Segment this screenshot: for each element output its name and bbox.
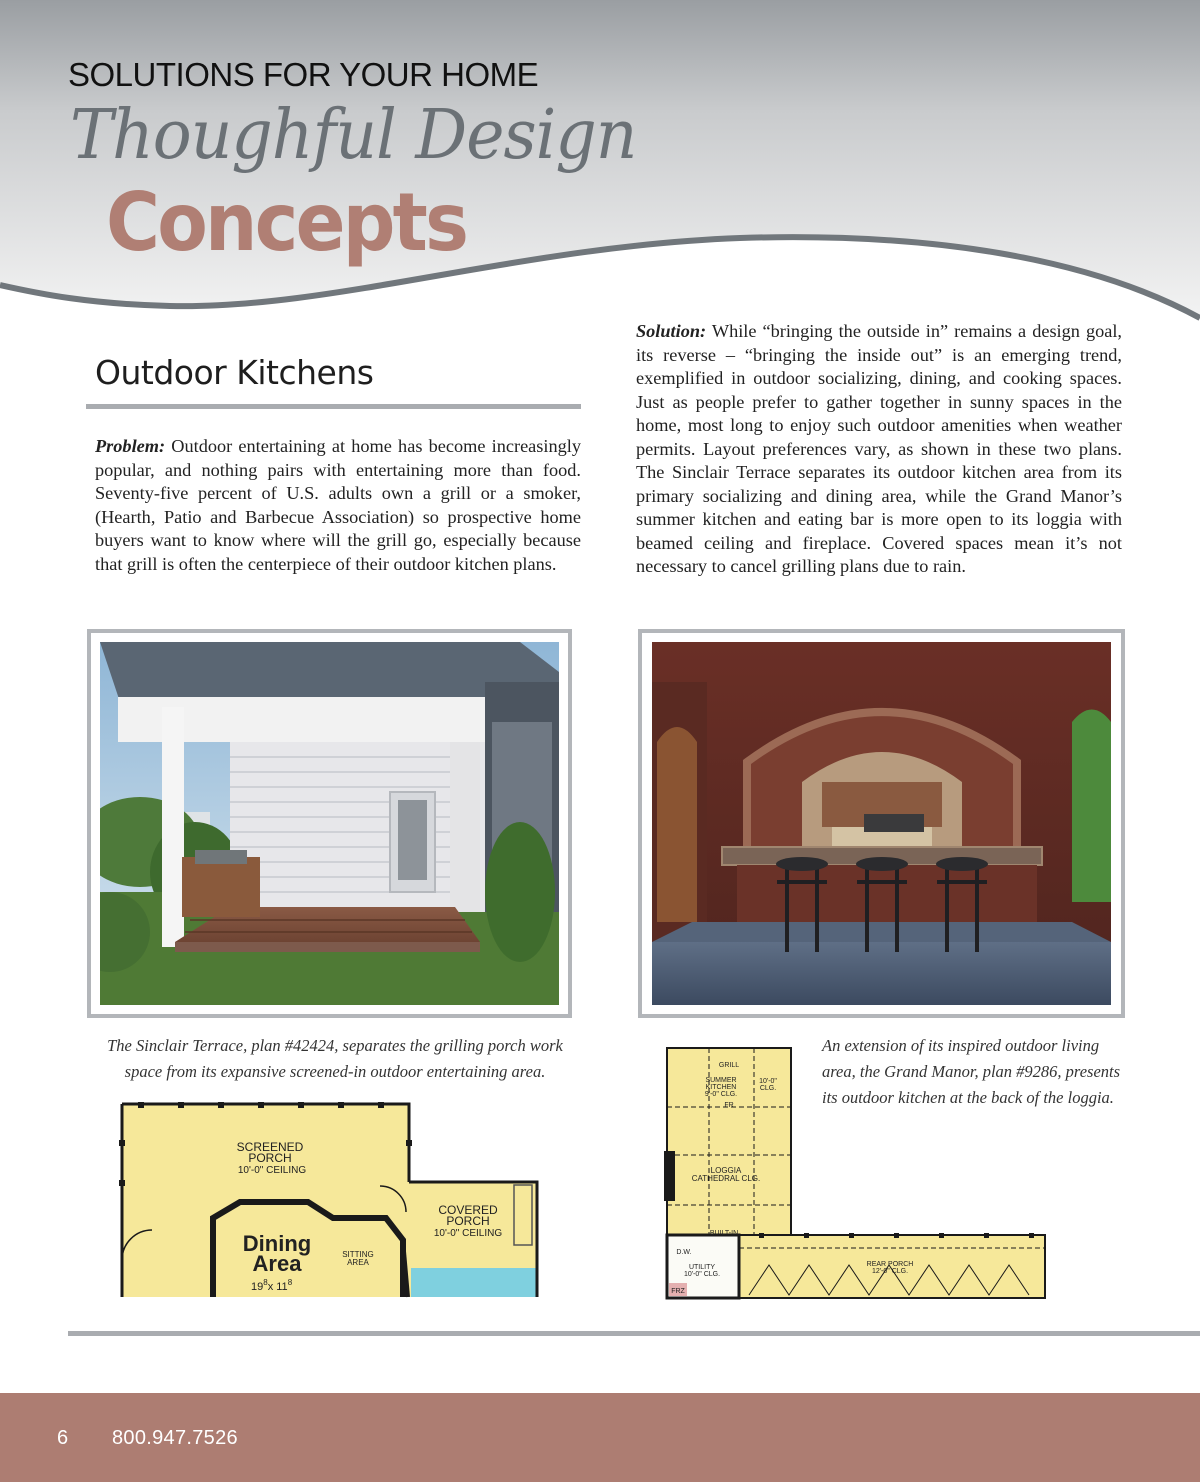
- plan-label-covered: COVERED: [438, 1203, 498, 1217]
- plan-label-utility-ceiling: 10'-0" CLG.: [683, 1271, 721, 1278]
- phone-number: 800.947.7526: [112, 1427, 238, 1449]
- plan-label-grill: GRILL: [718, 1062, 740, 1069]
- plan-label-summer-ceiling: 9'-0" CLG.: [704, 1091, 738, 1098]
- footer-bar: [0, 1393, 1200, 1482]
- plan-label-kitchen: KITCHEN: [705, 1084, 737, 1091]
- plan-label-dw: D.W.: [676, 1249, 692, 1256]
- plan-label-loggia-ceiling: CATHEDRAL CLG.: [691, 1174, 761, 1183]
- plan-label-area: Area: [252, 1251, 302, 1276]
- plan-label-side-ceiling: 10'-0": [759, 1078, 777, 1085]
- plan-label-loggia: LOGGIA: [710, 1166, 742, 1175]
- solution-text: While “bringing the outside in” remains a design goal, its reverse – “bringing the inside out” is an emerging trend, exemplified in outdoor socializing, dining, and cooking spaces. Just as people prefer to gather together in sunny spaces in the home, most long to enjoy such outdoor amenities when weather permits. Layout preferences vary, as shown in these two plans. The Sinclair Terrace separates its outdoor kitchen area from its primary socializing and dining area, while the Grand Manor’s summer kitchen and eating bar is more open to its loggia with beamed ceiling and fireplace. Covered spaces mean it’s not necessary to cancel grilling plans due to rain.: [636, 321, 1122, 576]
- page-number: 6: [57, 1427, 69, 1449]
- plan-label-dining-dims: $19^8x$ $11^8$: [251, 1278, 293, 1293]
- plan-label-sitting-area: AREA: [347, 1258, 369, 1267]
- problem-paragraph: [95, 435, 581, 576]
- problem-text: Outdoor entertaining at home has become increasingly popular, and nothing pairs with entertaining more than food. Seventy-five percent of U.S. adults own a grill or a smoker, (Hearth, Patio and Barbecue Association) so prospective home buyers want to know where will the grill go, especially because that grill is often the centerpiece of their outdoor kitchen plans.: [95, 436, 581, 574]
- grand-manor-loggia-photo: [652, 642, 1111, 1005]
- plan-label-built-in: BUILT-IN: [709, 1230, 739, 1237]
- plan-label-rear-porch: REAR PORCH: [866, 1261, 914, 1268]
- plan-label-side-clg: CLG.: [759, 1085, 777, 1092]
- plan-label-utility: UTILITY: [688, 1264, 716, 1271]
- grand-manor-loggia-photo-frame: [638, 629, 1125, 1018]
- sinclair-floor-plan: [118, 1100, 542, 1300]
- header-title: Concepts: [106, 176, 467, 269]
- solution-paragraph: [636, 320, 1122, 579]
- plan-label-fr: FR: [724, 1102, 734, 1109]
- plan-label-screened-porch: PORCH: [248, 1151, 292, 1165]
- footer-divider: [68, 1331, 1200, 1336]
- grand-manor-caption: An extension of its inspired outdoor living area, the Grand Manor, plan #9286, presents its outdoor kitchen at the back of the loggia.: [822, 1036, 1121, 1107]
- plan-label-covered-porch: PORCH: [446, 1214, 490, 1228]
- plan-label-covered-ceiling: 10'-0" CEILING: [433, 1228, 503, 1239]
- header-script-title: Thoughful Design: [70, 96, 637, 175]
- sinclair-porch-photo: [100, 642, 559, 1005]
- solution-label: Solution:: [636, 321, 707, 341]
- sinclair-porch-photo-frame: [87, 629, 572, 1018]
- section-divider: [86, 404, 581, 409]
- plan-label-screened: SCREENED: [236, 1140, 304, 1154]
- plan-label-sitting: SITTING: [342, 1250, 374, 1259]
- sinclair-caption: The Sinclair Terrace, plan #42424, separates the grilling porch work space from its expansive screened-in outdoor entertaining area.: [107, 1036, 563, 1081]
- section-heading: Outdoor Kitchens: [95, 353, 374, 392]
- plan-label-frz: FRZ: [671, 1288, 685, 1295]
- plan-label-summer: SUMMER: [705, 1077, 737, 1084]
- grand-manor-floor-plan: [664, 1045, 1048, 1301]
- plan-label-dining: Dining: [242, 1231, 312, 1256]
- plan-label-rear-porch-ceiling: 12'-0" CLG.: [871, 1268, 909, 1275]
- header-kicker: SOLUTIONS FOR YOUR HOME: [68, 56, 539, 93]
- problem-label: Problem:: [95, 436, 166, 456]
- plan-label-screened-ceiling: 10'-0" CEILING: [237, 1165, 307, 1176]
